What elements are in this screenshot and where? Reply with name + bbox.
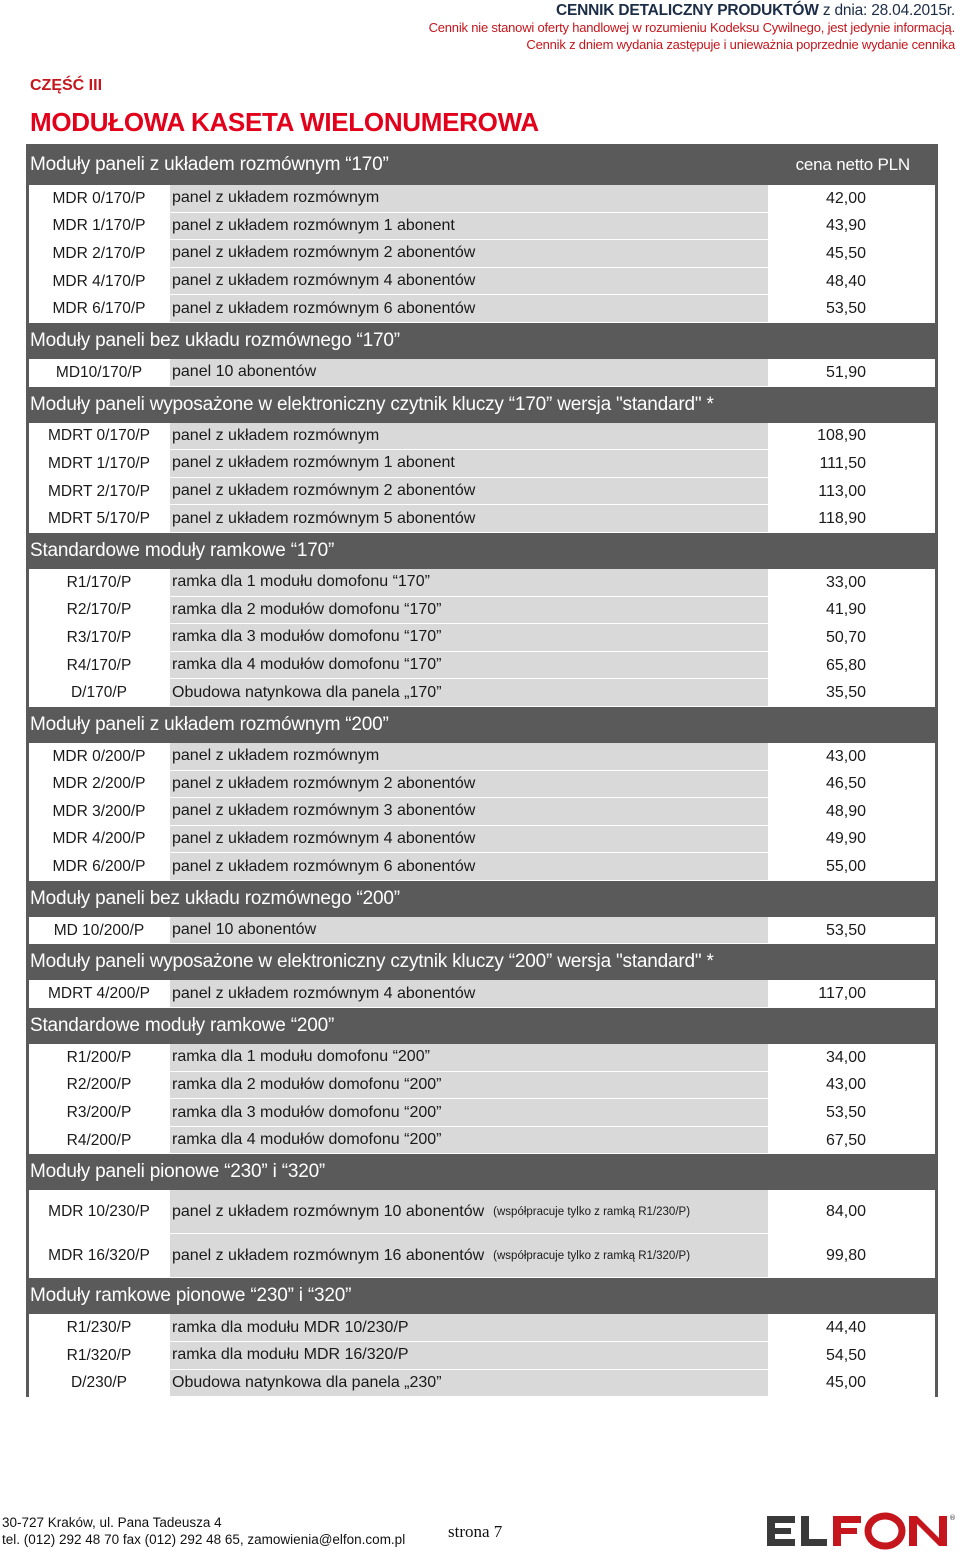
compatibility-note: (współpracuje tylko z ramką R1/230/P) [493,1205,691,1218]
product-description: panel z układem rozmównym 2 abonentów [172,774,476,792]
product-code: MDRT 5/170/P [48,510,150,528]
product-description-cell [170,771,770,799]
net-price: 41,90 [825,601,866,619]
product-description-cell [170,624,770,652]
product-description: panel z układem rozmównym 16 abonentów [172,1246,485,1264]
product-description-cell [170,295,770,323]
price-list-name: CENNIK DETALICZNY PRODUKTÓW [556,2,819,19]
product-code: MDR 3/200/P [52,802,146,820]
table-row [26,597,938,625]
table-row [26,1314,938,1342]
logo-letter-e [767,1516,795,1546]
product-code: R3/170/P [66,628,132,646]
product-description: ramka dla 1 modułu domofonu “200” [172,1048,430,1066]
product-description-cell [170,1234,770,1278]
net-price: 51,90 [825,363,866,381]
section-title: Moduły paneli z układem rozmównym “200” [30,713,389,735]
table-row [26,743,938,771]
table-row [26,853,938,881]
net-price: 67,50 [825,1131,866,1149]
product-description-cell [170,1099,770,1127]
table-row [26,240,938,268]
net-price: 34,00 [825,1048,866,1066]
table-row [26,624,938,652]
price-list-title [429,2,955,19]
product-code: R2/170/P [66,601,132,619]
table-row [26,771,938,799]
table-row [26,1099,938,1127]
net-price: 43,90 [825,217,866,235]
net-price: 48,40 [825,272,866,290]
product-description: panel 10 abonentów [172,921,317,939]
net-price: 55,00 [825,858,866,876]
section-title: Moduły paneli z układem rozmównym “170” [30,154,389,175]
table-row [26,1127,938,1155]
product-description: ramka dla 1 modułu domofonu “170” [172,573,430,591]
net-price: 48,90 [825,802,866,820]
product-description: panel z układem rozmównym 6 abonentów [172,857,476,875]
section-title: Standardowe moduły ramkowe “200” [30,1015,335,1037]
product-description-cell [170,1314,770,1342]
net-price: 43,00 [825,747,866,765]
product-description: panel z układem rozmównym 6 abonentów [172,299,476,317]
product-description-cell [170,652,770,680]
table-row [26,213,938,241]
product-code: MDRT 1/170/P [48,454,150,472]
table-row [26,1234,938,1278]
product-description: Obudowa natynkowa dla panela „230” [172,1373,442,1391]
net-price: 42,00 [825,189,866,207]
product-description: ramka dla 2 modułów domofonu “170” [172,600,442,618]
product-description: ramka dla 3 modułów domofonu “170” [172,628,442,646]
product-description-cell [170,505,770,533]
product-description: panel z układem rozmównym 4 abonentów [172,272,476,290]
product-code: MDRT 2/170/P [48,482,150,500]
logo-letter-l [801,1516,827,1546]
product-description-cell [170,679,770,707]
net-price: 35,50 [825,684,866,702]
product-description: ramka dla 3 modułów domofonu “200” [172,1103,442,1121]
product-code: MDRT 4/200/P [48,985,150,1003]
net-price: 45,50 [825,244,866,262]
section-header [26,944,938,980]
section-header [26,533,938,569]
product-description: panel z układem rozmównym [172,189,380,207]
product-code: MD10/170/P [55,363,143,381]
section-title: Moduły paneli bez układu rozmównego “200” [30,887,400,909]
section-header [26,144,938,185]
page-title: MODUŁOWA KASETA WIELONUMEROWA [30,107,539,137]
product-code: MDR 16/320/P [48,1247,150,1265]
product-description: panel z układem rozmównym 4 abonentów [172,829,476,847]
footer-address [2,1514,405,1548]
product-description-cell [170,597,770,625]
table-row [26,1370,938,1398]
net-price: 46,50 [825,775,866,793]
product-description: ramka dla modułu MDR 16/320/P [172,1346,409,1364]
net-price: 49,90 [825,830,866,848]
product-code: R4/170/P [66,656,132,674]
table-row [26,505,938,533]
table-row [26,478,938,506]
net-price: 118,90 [818,510,866,528]
product-code: MDR 0/170/P [52,189,146,207]
net-price: 50,70 [825,628,866,646]
table-row [26,295,938,323]
product-code: MDR 4/200/P [52,830,146,848]
product-description-cell [170,1072,770,1100]
table-row [26,185,938,213]
product-description: ramka dla modułu MDR 10/230/P [172,1318,409,1336]
net-price: 65,80 [825,656,866,674]
table-row [26,980,938,1008]
net-price: 44,40 [825,1319,866,1337]
logo-letter-o [868,1516,902,1546]
product-code: D/230/P [70,1374,127,1392]
product-code: MDR 6/200/P [52,858,146,876]
section-title: Moduły paneli bez układu rozmównego “170” [30,329,400,351]
table-row [26,798,938,826]
product-code: R4/200/P [66,1131,132,1149]
product-description: ramka dla 4 modułów domofonu “170” [172,656,442,674]
product-description-cell [170,1190,770,1234]
product-code: R2/200/P [66,1076,132,1094]
section-header [26,1008,938,1044]
section-header [26,707,938,743]
product-description-cell [170,1370,770,1398]
table-row [26,679,938,707]
product-description-cell [170,185,770,213]
table-row [26,423,938,451]
product-description-cell [170,478,770,506]
section-title: Standardowe moduły ramkowe “170” [30,539,335,561]
product-code: MDR 2/170/P [52,244,146,262]
product-code: R1/320/P [66,1346,132,1364]
product-code: MDR 0/200/P [52,747,146,765]
product-description: panel z układem rozmównym [172,747,380,765]
price-table [26,144,938,1397]
net-price: 53,50 [825,300,866,318]
product-code: MDR 1/170/P [52,217,146,235]
product-description: ramka dla 2 modułów domofonu “200” [172,1075,442,1093]
product-code: MDR 10/230/P [48,1203,150,1221]
table-row [26,1190,938,1234]
product-code: MDR 4/170/P [52,272,146,290]
product-description: panel z układem rozmównym 1 abonent [172,216,455,234]
net-price: 113,00 [818,482,866,500]
product-description: Obudowa natynkowa dla panela „170” [172,683,442,701]
net-price: 117,00 [818,985,866,1003]
frame-right-border [935,185,938,1397]
product-code: R1/200/P [66,1048,132,1066]
page-number: strona 7 [448,1522,503,1541]
logo-letter-f [833,1516,861,1546]
net-price: 53,50 [825,921,866,939]
section-title: Moduły paneli pionowe “230” i “320” [30,1161,326,1183]
product-description-cell [170,423,770,451]
product-description-cell [170,980,770,1008]
product-description-cell [170,268,770,296]
svg-text:®: ® [949,1514,956,1522]
price-list-date: z dnia: 28.04.2015r. [822,2,955,19]
net-price: 54,50 [825,1346,866,1364]
product-description-cell [170,1044,770,1072]
product-description-cell [170,917,770,945]
section-header [26,881,938,917]
section-title: Moduły paneli wyposażone w elektroniczny czytnik kluczy “170” wersja "standard" * [30,393,714,415]
table-row [26,569,938,597]
compatibility-note: (współpracuje tylko z ramką R1/320/P) [493,1249,691,1262]
product-code: R1/170/P [66,573,132,591]
net-price: 45,00 [825,1374,866,1392]
section-header [26,387,938,423]
product-code: R3/200/P [66,1104,132,1122]
document-header [429,2,955,53]
product-description-cell [170,213,770,241]
table-row [26,359,938,387]
table-row [26,917,938,945]
contact-line: tel. (012) 292 48 70 fax (012) 292 48 65, zamowienia@elfon.com.pl [2,1532,406,1547]
net-price: 33,00 [825,573,866,591]
price-column-header: cena netto PLN [795,155,910,174]
table-row [26,1342,938,1370]
product-code: MDR 6/170/P [52,300,146,318]
product-description-cell [170,240,770,268]
product-description-cell [170,359,770,387]
product-description-cell [170,826,770,854]
net-price: 53,50 [825,1104,866,1122]
net-price: 108,90 [817,427,866,445]
product-description-cell [170,1342,770,1370]
part-label: CZĘŚĆ III [30,77,103,94]
product-description-cell [170,798,770,826]
product-description: panel z układem rozmównym 2 abonentów [172,244,476,262]
product-description: ramka dla 4 modułów domofonu “200” [172,1131,442,1149]
product-description-cell [170,569,770,597]
section-header [26,1154,938,1190]
product-description: panel z układem rozmównym 5 abonentów [172,509,476,527]
product-code: R1/230/P [66,1319,132,1337]
elfon-logo [765,1510,955,1552]
net-price: 43,00 [825,1076,866,1094]
table-row [26,826,938,854]
address-line: 30-727 Kraków, ul. Pana Tadeusza 4 [2,1515,222,1530]
product-description-cell [170,743,770,771]
product-description-cell [170,853,770,881]
product-description: panel z układem rozmównym 2 abonentów [172,482,476,500]
section-header [26,1278,938,1314]
product-description: panel z układem rozmównym 1 abonent [172,454,455,472]
product-description: panel z układem rozmównym 4 abonentów [172,984,476,1002]
table-row [26,1072,938,1100]
net-price: 84,00 [825,1203,866,1221]
product-description-cell [170,1127,770,1155]
net-price: 111,50 [819,454,866,472]
section-title: Moduły paneli wyposażone w elektroniczny czytnik kluczy “200” wersja "standard" * [30,951,714,973]
frame-left-border [26,185,29,1397]
product-description: panel z układem rozmównym 3 abonentów [172,802,476,820]
product-description: panel 10 abonentów [172,363,317,381]
logo-letter-n [909,1516,947,1546]
table-row [26,652,938,680]
notice-line-2: Cennik z dniem wydania zastępuje i unieważnia poprzednie wydanie cennika [526,37,955,52]
product-code: MDR 2/200/P [52,775,146,793]
product-code: D/170/P [70,684,127,702]
net-price: 99,80 [825,1247,866,1265]
product-description: panel z układem rozmównym [172,426,380,444]
product-description-cell [170,450,770,478]
table-row [26,450,938,478]
notice-line-1: Cennik nie stanowi oferty handlowej w rozumieniu Kodeksu Cywilnego, jest jedynie informacją. [428,20,955,35]
product-description: panel z układem rozmównym 10 abonentów [172,1202,485,1220]
section-header [26,323,938,359]
table-row [26,1044,938,1072]
product-code: MDRT 0/170/P [48,427,150,445]
product-code: MD 10/200/P [53,921,145,939]
section-title: Moduły ramkowe pionowe “230” i “320” [30,1285,352,1307]
table-row [26,268,938,296]
